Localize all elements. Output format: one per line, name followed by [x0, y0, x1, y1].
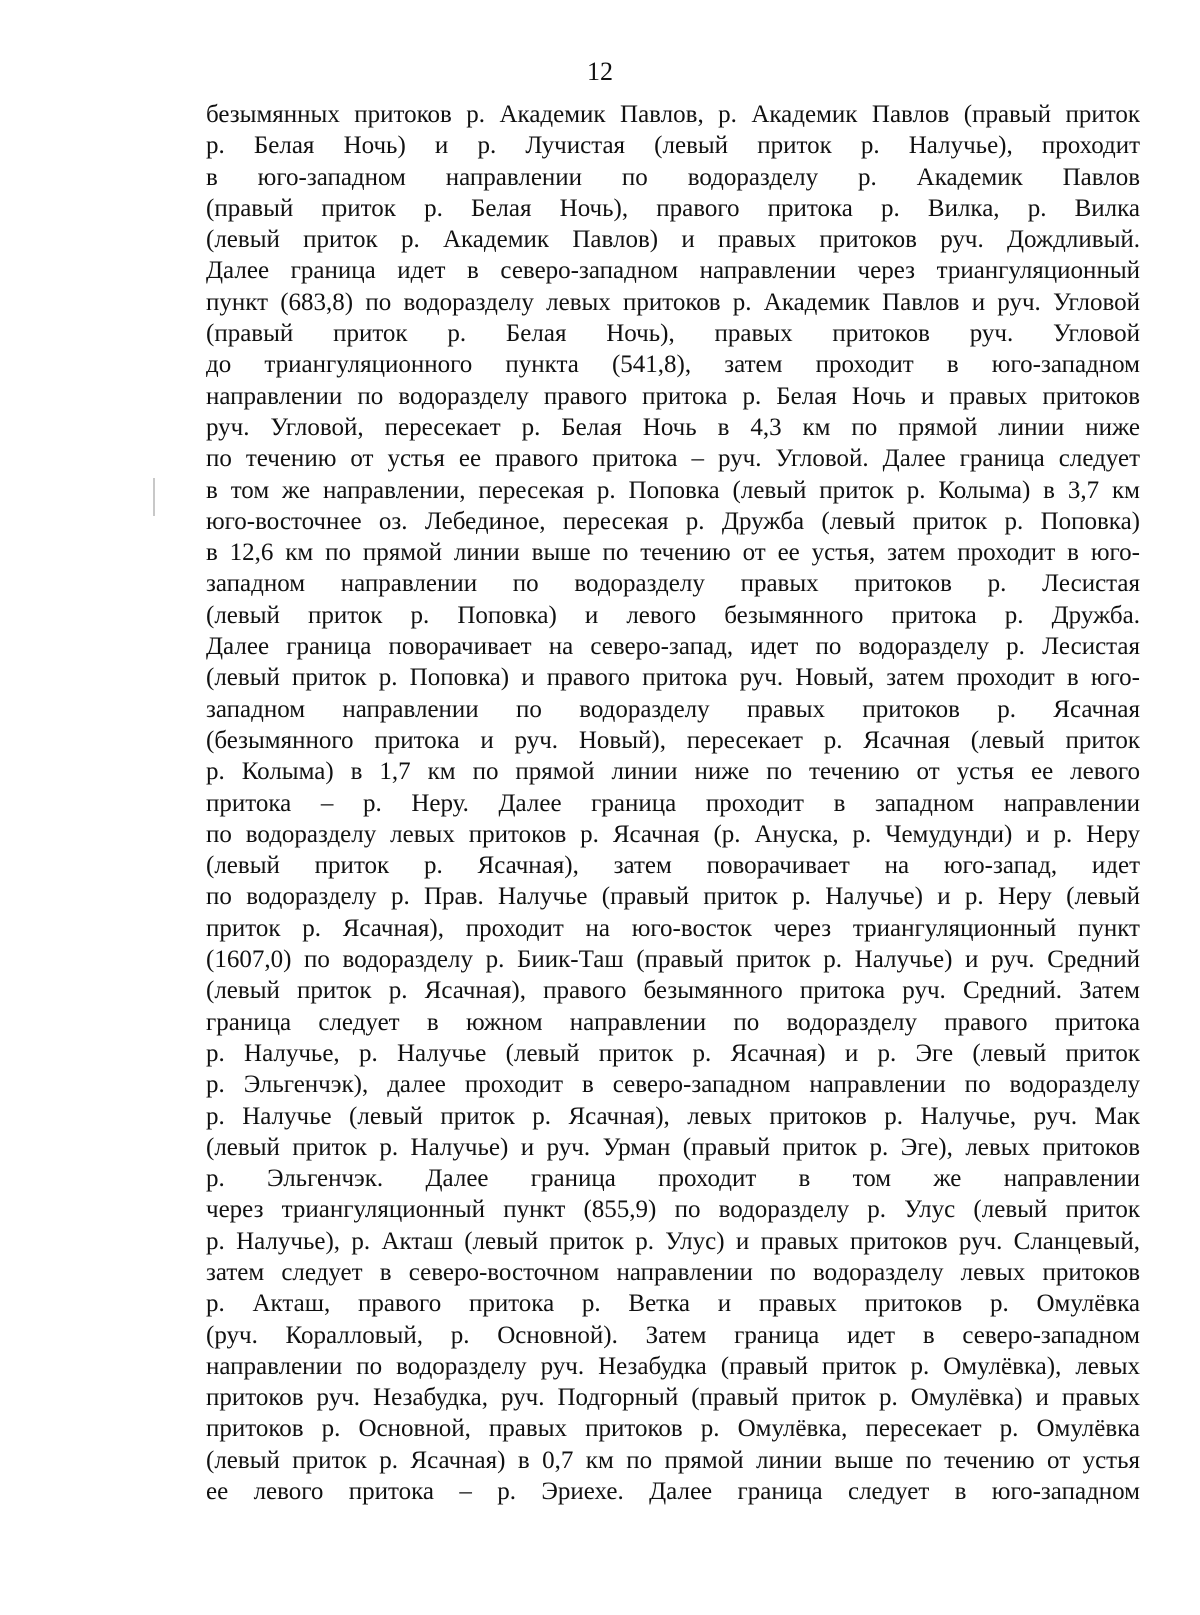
text-line: по водоразделу р. Прав. Налучье (правый приток р. Налучье) и р. Неру (левый [206, 883, 1140, 911]
text-line: Далее граница поворачивает на северо-запад, идет по водоразделу р. Лесистая [206, 633, 1140, 661]
text-line: р. Налучье, р. Налучье (левый приток р. Ясачная) и р. Эге (левый приток [206, 1039, 1140, 1067]
text-line: до триангуляционного пункта (541,8), затем проходит в юго-западном [206, 351, 1140, 379]
text-line: р. Налучье (левый приток р. Ясачная), левых притоков р. Налучье, руч. Мак [206, 1102, 1140, 1130]
text-line: (левый приток р. Поповка) и левого безымянного притока р. Дружба. [206, 601, 1140, 629]
text-line: (левый приток р. Поповка) и правого притока руч. Новый, затем проходит в юго- [206, 664, 1140, 692]
text-line: (руч. Коралловый, р. Основной). Затем граница идет в северо-западном [206, 1321, 1140, 1349]
text-line: (правый приток р. Белая Ночь), правых притоков руч. Угловой [206, 320, 1140, 348]
text-line: по течению от устья ее правого притока – руч. Угловой. Далее граница следует [206, 445, 1140, 473]
text-line: руч. Угловой, пересекает р. Белая Ночь в 4,3 км по прямой линии ниже [206, 413, 1140, 441]
text-line: р. Налучье), р. Акташ (левый приток р. Улус) и правых притоков руч. Сланцевый, [206, 1227, 1140, 1255]
text-line: (правый приток р. Белая Ночь), правого притока р. Вилка, р. Вилка [206, 194, 1140, 222]
text-line: ее левого притока – р. Эриехе. Далее граница следует в юго-западном [206, 1478, 1140, 1506]
text-line: р. Эльгенчэк. Далее граница проходит в том же направлении [206, 1165, 1140, 1193]
text-line: (левый приток р. Академик Павлов) и правых притоков руч. Дождливый. [206, 226, 1140, 254]
text-line: (левый приток р. Ясачная), правого безымянного притока руч. Средний. Затем [206, 977, 1140, 1005]
text-line: (левый приток р. Ясачная) в 0,7 км по прямой линии выше по течению от устья [206, 1446, 1140, 1474]
text-line: по водоразделу левых притоков р. Ясачная (р. Ануска, р. Чемудунди) и р. Неру [206, 820, 1140, 848]
text-line: р. Эльгенчэк), далее проходит в северо-западном направлении по водоразделу [206, 1071, 1140, 1099]
text-line: западном направлении по водоразделу правых притоков р. Ясачная [206, 695, 1140, 723]
text-line: приток р. Ясачная), проходит на юго-восток через триангуляционный пункт [206, 914, 1140, 942]
text-line: (безымянного притока и руч. Новый), пересекает р. Ясачная (левый приток [206, 726, 1140, 754]
text-line: (левый приток р. Ясачная), затем поворачивает на юго-запад, идет [206, 852, 1140, 880]
text-line: (левый приток р. Налучье) и руч. Урман (правый приток р. Эге), левых притоков [206, 1133, 1140, 1161]
text-line: западном направлении по водоразделу правых притоков р. Лесистая [206, 570, 1140, 598]
text-line: в юго-западном направлении по водоразделу р. Академик Павлов [206, 163, 1140, 191]
text-line: пункт (683,8) по водоразделу левых притоков р. Академик Павлов и руч. Угловой [206, 288, 1140, 316]
text-line: р. Белая Ночь) и р. Лучистая (левый приток р. Налучье), проходит [206, 132, 1140, 160]
text-line: притока – р. Неру. Далее граница проходит в западном направлении [206, 789, 1140, 817]
text-line: притоков руч. Незабудка, руч. Подгорный (правый приток р. Омулёвка) и правых [206, 1384, 1140, 1412]
text-line: юго-восточнее оз. Лебединое, пересекая р. Дружба (левый приток р. Поповка) [206, 507, 1140, 535]
text-line: р. Акташ, правого притока р. Ветка и правых притоков р. Омулёвка [206, 1290, 1140, 1318]
text-line: Далее граница идет в северо-западном направлении через триангуляционный [206, 257, 1140, 285]
text-line: граница следует в южном направлении по водоразделу правого притока [206, 1008, 1140, 1036]
text-line: в том же направлении, пересекая р. Поповка (левый приток р. Колыма) в 3,7 км [206, 476, 1140, 504]
margin-mark [153, 478, 155, 516]
text-line: в 12,6 км по прямой линии выше по течению от ее устья, затем проходит в юго- [206, 539, 1140, 567]
text-line: (1607,0) по водоразделу р. Биик-Таш (правый приток р. Налучье) и руч. Средний [206, 946, 1140, 974]
page-number: 12 [587, 57, 613, 86]
text-line: р. Колыма) в 1,7 км по прямой линии ниже по течению от устья ее левого [206, 758, 1140, 786]
text-line: затем следует в северо-восточном направлении по водоразделу левых притоков [206, 1258, 1140, 1286]
text-line: направлении по водоразделу правого притока р. Белая Ночь и правых притоков [206, 382, 1140, 410]
text-line: через триангуляционный пункт (855,9) по водоразделу р. Улус (левый приток [206, 1196, 1140, 1224]
text-line: притоков р. Основной, правых притоков р. Омулёвка, пересекает р. Омулёвка [206, 1415, 1140, 1443]
text-line: направлении по водоразделу руч. Незабудка (правый приток р. Омулёвка), левых [206, 1352, 1140, 1380]
text-line: безымянных притоков р. Академик Павлов, р. Академик Павлов (правый приток [206, 101, 1140, 128]
document-body-text [206, 99, 1140, 1507]
